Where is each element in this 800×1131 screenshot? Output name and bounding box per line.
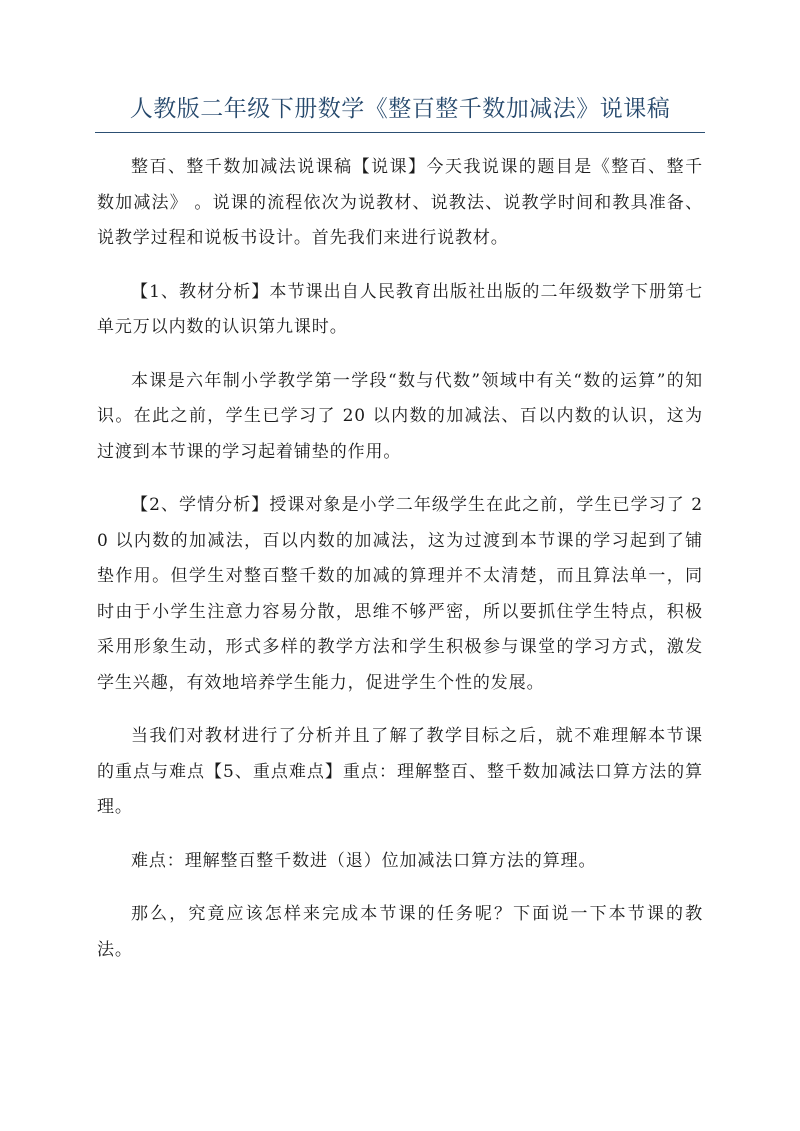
paragraph-intro: 整百、整千数加减法说课稿【说课】今天我说课的题目是《整百、整千数加减法》 。说课的流程依次为说教材、说教法、说教学时间和教具准备、说教学过程和说板书设计。首先我们来进行说教材。 (97, 157, 703, 248)
page-title: 人教版二年级下册数学《整百整千数加减法》说课稿 (129, 96, 671, 122)
paragraph-teaching-method: 那么，究竟应该怎样来完成本节课的任务呢？下面说一下本节课的教法。 (97, 904, 703, 960)
paragraph-lesson-context: 本课是六年制小学教学第一学段“数与代数”领域中有关“数的运算”的知识。在此之前，学生已学习了 20 以内数的加减法、百以内数的认识，这为过渡到本节课的学习起着铺垫的作用。 (97, 370, 703, 462)
title-block (95, 92, 705, 133)
paragraph-key-points: 当我们对教材进行了分析并且了解了教学目标之后，就不难理解本节课的重点与难点【5、重点难点】重点：理解整百、整千数加减法口算方法的算理。 (97, 726, 703, 817)
document-body (97, 150, 703, 986)
paragraph-student-analysis: 【2、学情分析】授课对象是小学二年级学生在此之前，学生已学习了 20 以内数的加减法，百以内数的加减法，这为过渡到本节课的学习起到了铺垫作用。但学生对整百整千数的加减的算理并不太清楚，而且算法单一，同时由于小学生注意力容易分散，思维不够严密，所以要抓住学生特点，积极采用形象生动，形式多样的教学方法和学生积极参与课堂的学习方式，激发学生兴趣，有效地培养学生能力，促进学生个性的发展。 (97, 495, 703, 693)
paragraph-difficulty: 难点：理解整百整千数进（退）位加减法口算方法的算理。 (131, 850, 597, 871)
paragraph-material-analysis: 【1、教材分析】本节课出自人民教育出版社出版的二年级数学下册第七单元万以内数的认识第九课时。 (97, 281, 703, 337)
